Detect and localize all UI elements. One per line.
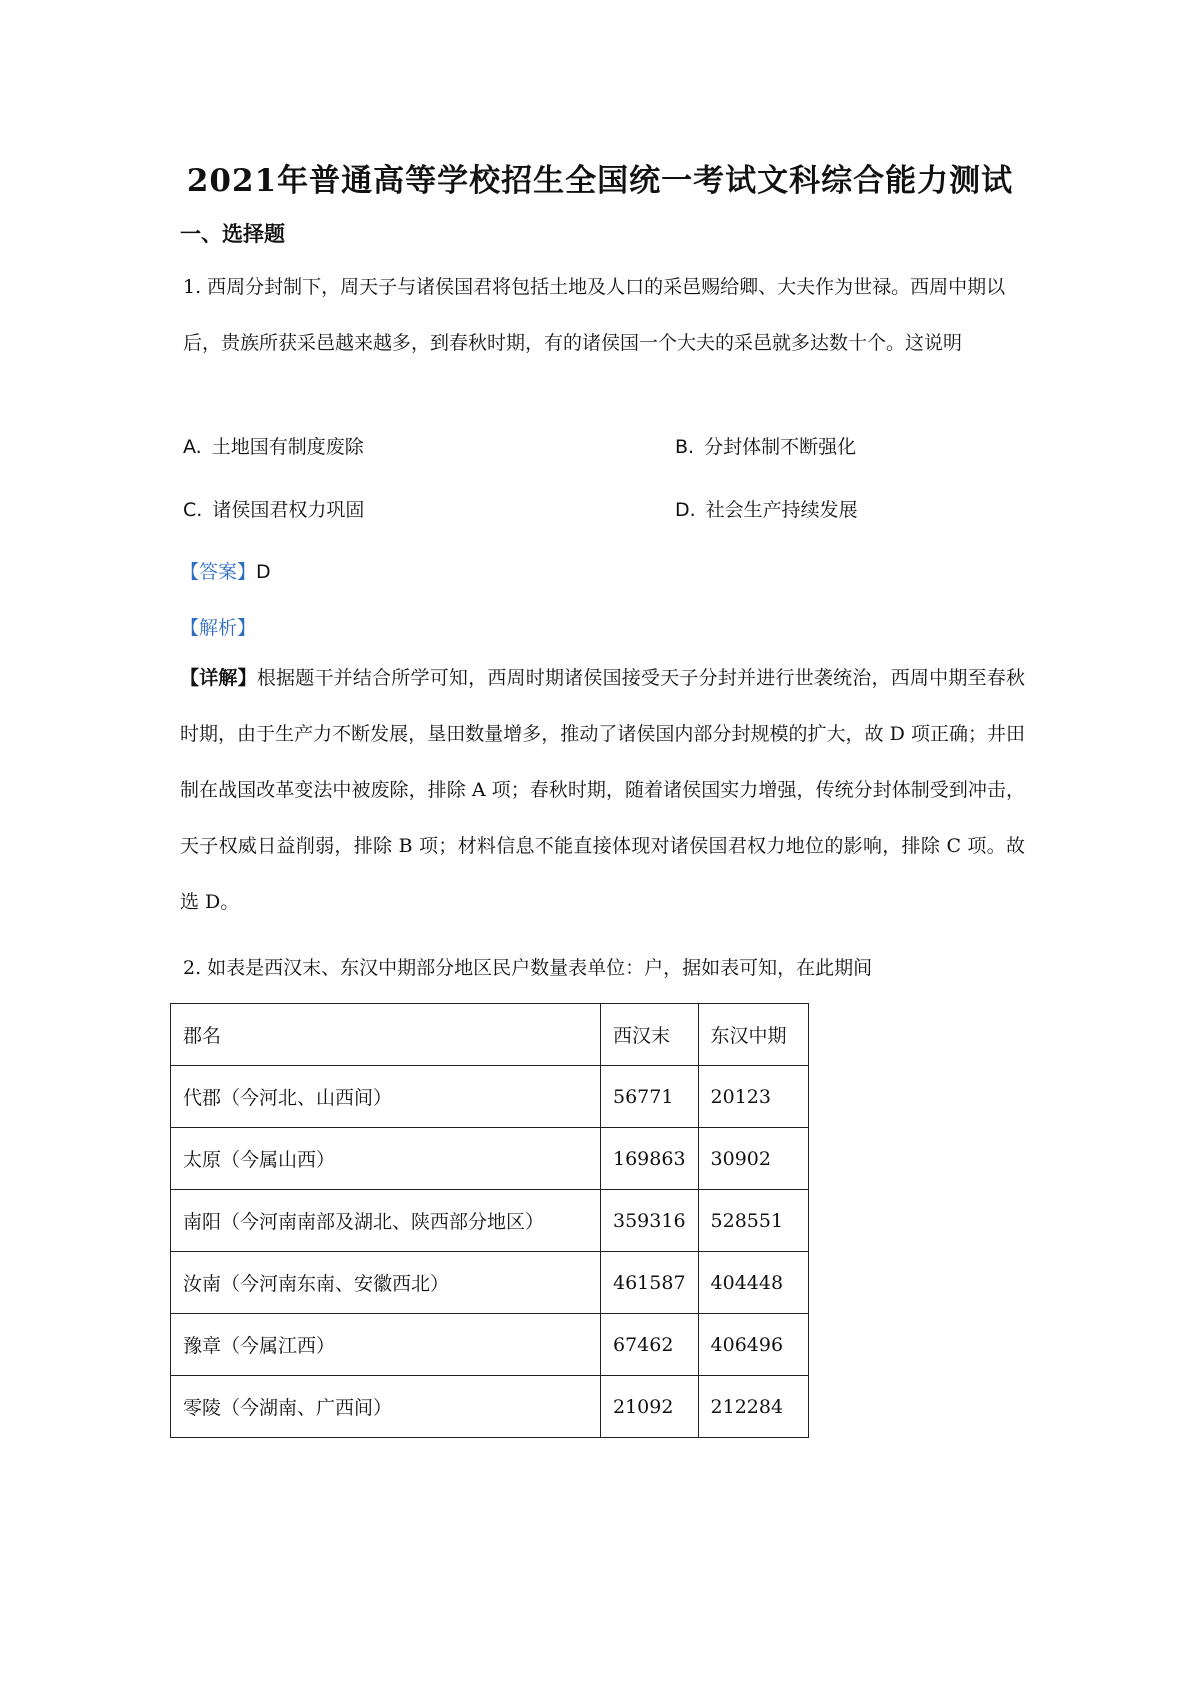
page-title: 2021年普通高等学校招生全国统一考试文科综合能力测试 (186, 163, 1014, 199)
table-row (171, 1252, 809, 1314)
table-cell: 212284 (698, 1376, 808, 1438)
table-cell: 56771 (601, 1066, 699, 1128)
option-c (183, 495, 364, 522)
option-letter: D. (675, 499, 696, 521)
table-row (171, 1066, 809, 1128)
option-letter: B. (675, 436, 695, 458)
detail-label: 【详解】 (180, 667, 257, 689)
header-cell: 东汉中期 (698, 1004, 808, 1066)
table-cell: 代郡（今河北、山西间） (171, 1066, 601, 1128)
option-b (675, 432, 856, 459)
option-letter: A. (183, 436, 202, 458)
table-cell: 67462 (601, 1314, 699, 1376)
header-cell: 郡名 (171, 1004, 601, 1066)
table-cell: 528551 (698, 1190, 808, 1252)
table-header-row (171, 1004, 809, 1066)
table-row (171, 1190, 809, 1252)
household-table (170, 1003, 809, 1438)
table-cell: 汝南（今河南东南、安徽西北） (171, 1252, 601, 1314)
table-cell: 零陵（今湖南、广西间） (171, 1376, 601, 1438)
answer-label: 【答案】 (180, 561, 257, 583)
table-row (171, 1314, 809, 1376)
table-cell: 406496 (698, 1314, 808, 1376)
table-cell: 461587 (601, 1252, 699, 1314)
option-text: 土地国有制度废除 (211, 436, 364, 458)
detail-paragraph (180, 650, 1025, 930)
section-heading: 一、选择题 (180, 221, 285, 246)
table-cell: 21092 (601, 1376, 699, 1438)
table-cell: 20123 (698, 1066, 808, 1128)
detail-text: 根据题干并结合所学可知，西周时期诸侯国接受天子分封并进行世袭统治，西周中期至春秋时期，由于生产力不断发展，垦田数量增多，推动了诸侯国内部分封规模的扩大，故 D 项正确；井田制在战国改革变法中被废除，排除 A 项；春秋时期，随着诸侯国实力增强，传统分封体制受到冲击，天子权威日益削弱，排除 B 项；材料信息不能直接体现对诸侯国君权力地位的影响，排除 C 项。故选 D。 (180, 667, 1025, 913)
question-2-text: 2. 如表是西汉末、东汉中期部分地区民户数量表单位：户，据如表可知，在此期间 (183, 957, 873, 979)
table-cell: 404448 (698, 1252, 808, 1314)
table-row (171, 1376, 809, 1438)
analysis-label: 【解析】 (180, 617, 257, 639)
answer-value: D (256, 561, 271, 583)
option-text: 社会生产持续发展 (705, 499, 858, 521)
table-cell: 169863 (601, 1128, 699, 1190)
header-cell: 西汉末 (601, 1004, 699, 1066)
option-text: 诸侯国君权力巩固 (212, 499, 365, 521)
option-d (675, 495, 858, 522)
option-letter: C. (183, 499, 203, 521)
table-row (171, 1128, 809, 1190)
question-1-text: 1. 西周分封制下，周天子与诸侯国君将包括土地及人口的采邑赐给卿、大夫作为世禄。西周中期以后，贵族所获采邑越来越多，到春秋时期，有的诸侯国一个大夫的采邑就多达数十个。这说明 (183, 276, 1006, 354)
table-cell: 豫章（今属江西） (171, 1314, 601, 1376)
answer-line (180, 557, 271, 584)
option-text: 分封体制不断强化 (704, 436, 857, 458)
option-a (183, 432, 364, 459)
table-cell: 359316 (601, 1190, 699, 1252)
table-cell: 太原（今属山西） (171, 1128, 601, 1190)
table-cell: 30902 (698, 1128, 808, 1190)
table-cell: 南阳（今河南南部及湖北、陕西部分地区） (171, 1190, 601, 1252)
